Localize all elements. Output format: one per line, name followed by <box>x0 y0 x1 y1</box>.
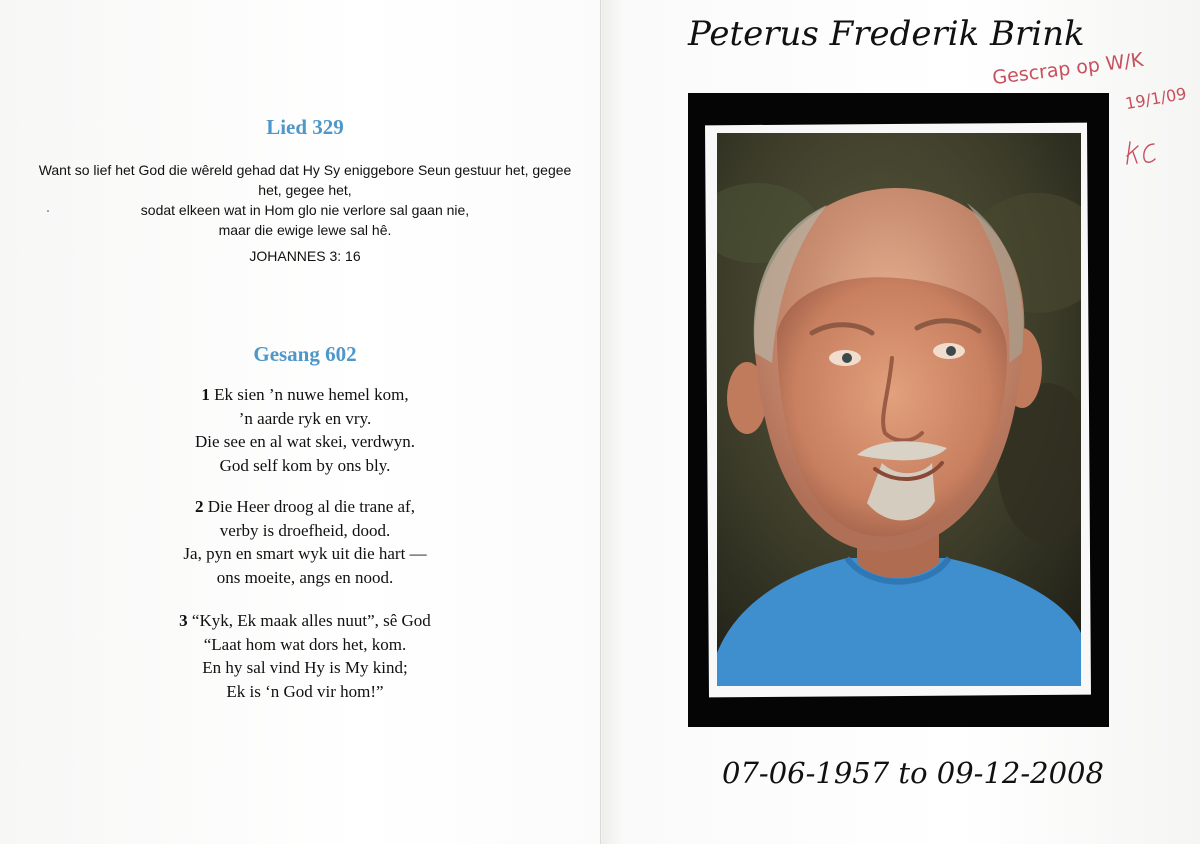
verse-line: sodat elkeen wat in Hom glo nie verlore sal gaan nie, <box>140 202 470 218</box>
stanza-text: Ek sien ’n nuwe hemel kom, <box>209 385 409 404</box>
handwritten-initials-icon <box>1124 138 1158 166</box>
deceased-name: Peterus Frederik Brink <box>688 14 1085 54</box>
stanza-line: “Laat hom wat dors het, kom. <box>203 634 407 654</box>
stanza-line: verby is droefheid, dood. <box>219 520 391 540</box>
stanza-line <box>0 609 610 633</box>
handwritten-annotation: Gescrap op W/K <box>991 48 1145 90</box>
stanza-number: 3 <box>179 611 188 630</box>
gesang-title: Gesang 602 <box>253 342 357 366</box>
stanza-line <box>0 383 610 407</box>
stanza-line: Die see en al wat skei, verdwyn. <box>195 432 415 451</box>
portrait-photo-icon <box>717 133 1081 686</box>
stanza-text: “Kyk, Ek maak alles nuut”, sê God <box>187 611 431 630</box>
stanza-3 <box>0 609 610 703</box>
stanza-line: God self kom by ons bly. <box>219 455 391 475</box>
stanza-number: 2 <box>195 497 204 516</box>
stanza-number: 1 <box>201 385 210 404</box>
scripture-reference: JOHANNES 3: 16 <box>249 248 361 264</box>
stanza-line: ons moeite, angs en nood. <box>216 567 394 587</box>
handwritten-date: 19/1/09 <box>1123 83 1188 114</box>
verse-line: het, gegee het, <box>258 182 352 198</box>
stanza-2 <box>0 495 610 589</box>
stanza-line <box>0 495 610 519</box>
stanza-1 <box>0 383 610 477</box>
lied-title: Lied 329 <box>266 115 344 139</box>
life-dates: 07-06-1957 to 09-12-2008 <box>722 756 1104 790</box>
lied-verse <box>0 160 610 240</box>
stanza-line: Ja, pyn en smart wyk uit die hart — <box>183 544 427 563</box>
verse-line: Want so lief het God die wêreld gehad dat Hy Sy eniggebore Seun gestuur het, gegee <box>38 162 572 178</box>
verse-line: maar die ewige lewe sal hê. <box>218 222 392 238</box>
stanza-line: En hy sal vind Hy is My kind; <box>202 658 408 677</box>
stanza-text: Die Heer droog al die trane af, <box>203 497 415 516</box>
portrait-photo <box>717 133 1081 686</box>
stanza-line: ’n aarde ryk en vry. <box>238 408 372 428</box>
stanza-line: Ek is ‘n God vir hom!” <box>226 681 384 701</box>
